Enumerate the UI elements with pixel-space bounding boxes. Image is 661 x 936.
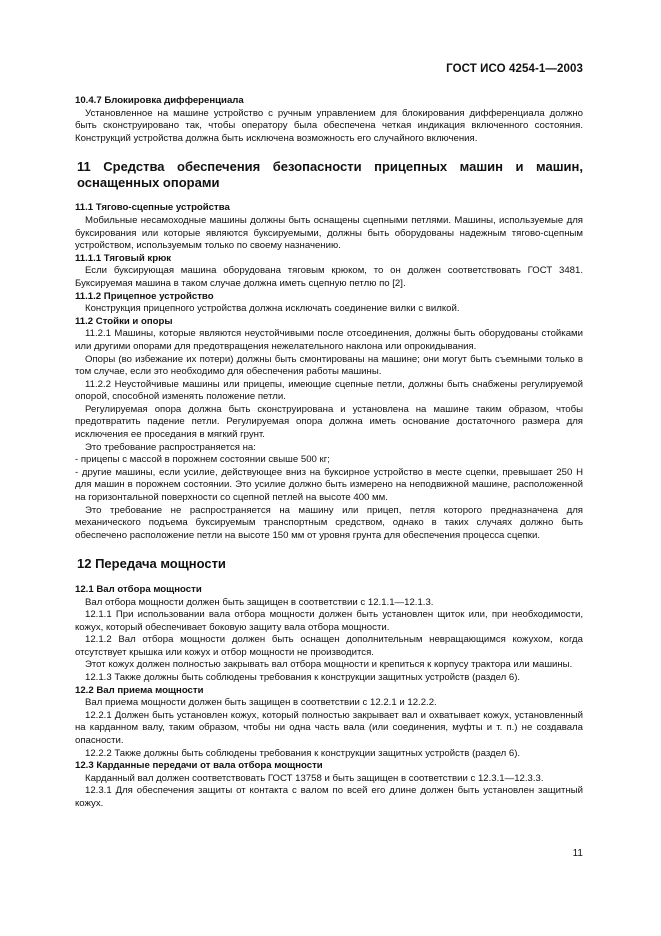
section-11-1-text: Мобильные несамоходные машины должны быть оснащены сцепными петлями. Машины, используемые для буксирования или которые являются буксируемыми, должны быть оборудованы надежным тягово-сцепным устройством, используемым только по своему назначению. bbox=[75, 214, 583, 252]
section-12-1-2-text: 12.1.2 Вал отбора мощности должен быть оснащен дополнительным невращающимся кожухом, когда отсутствует крышка или кожух и отбор мощности не производится. bbox=[75, 634, 583, 658]
section-11-1-title: 11.1 Тягово-сцепные устройства bbox=[75, 202, 230, 214]
page-number: 11 bbox=[572, 848, 583, 859]
document-body bbox=[75, 95, 583, 811]
section-11-1-1-text: Если буксирующая машина оборудована тяговым крюком, то он должен соответствовать ГОСТ 3481. Буксируемая машина в таком случае должна иметь сцепную петлю по [2]. bbox=[75, 265, 583, 289]
section-12-2-title: 12.2 Вал приема мощности bbox=[75, 684, 204, 696]
section-10-4-7-text: Установленное на машине устройство с ручным управлением для блокирования дифференциала должно быть сконструировано так, чтобы оператору была обеспечена четкая индикация включенного состояния. Конструкций устройства должна быть исключена возможность его случайного включения. bbox=[75, 107, 583, 144]
section-11-2-2-exception-text: Это требование не распространяется на машину или прицеп, петля которого предназначена для механического подъема буксируемым транспортным средством, однако в таких случаях должно быть обеспечено расположение петли на высоте 150 мм от уровня грунта для обеспечения процесса сцепки. bbox=[75, 504, 583, 541]
section-11-2-1-supports-text: Опоры (во избежание их потери) должны быть смонтированы на машине; они могут быть съемными только в том случае, если это необходимо для обеспечения работы машины. bbox=[75, 353, 583, 378]
list-item: - другие машины, если усилие, действующее вниз на буксирное устройство в месте сцепки, превышает 250 Н для машин в порожнем состоянии. Это усилие должно быть измерено на неподвижной машине, расположенной на горизонтальной поверхности со сцепной петлей на высоте 400 мм. bbox=[75, 466, 583, 504]
section-11-1-1-title: 11.1.1 Тяговый крюк bbox=[75, 252, 172, 264]
section-12-1-title: 12.1 Вал отбора мощности bbox=[75, 583, 202, 595]
section-10-4-7-title: 10.4.7 Блокировка дифференциала bbox=[75, 95, 244, 106]
section-11-2-2-text: 11.2.2 Неустойчивые машины или прицепы, имеющие сцепные петли, должны быть снабжены регулируемой опорой, способной изменять положение петли. bbox=[75, 378, 583, 403]
section-12-1-3-text: 12.1.3 Также должны быть соблюдены требования к конструкции защитных устройств (раздел 6). bbox=[85, 672, 521, 684]
section-11-1-2-text: Конструкция прицепного устройства должна исключать соединение вилки с вилкой. bbox=[85, 303, 460, 315]
section-12-3-1-text: 12.3.1 Для обеспечения защиты от контакта с валом по всей его длине должен быть установлен защитный кожух. bbox=[75, 785, 583, 809]
section-12-title: 12 Передача мощности bbox=[77, 556, 226, 572]
section-11-2-title: 11.2 Стойки и опоры bbox=[75, 315, 173, 327]
section-12-3-title: 12.3 Карданные передачи от вала отбора мощности bbox=[75, 760, 323, 772]
section-11-2-1-text: 11.2.1 Машины, которые являются неустойчивыми после отсоединения, должны быть оборудованы стойками или другими опорами для предотвращения нежелательного наклона или опрокидывания. bbox=[75, 328, 583, 352]
section-12-1-2-cover-text: Этот кожух должен полностью закрывать вал отбора мощности и крепиться к корпусу трактора или машины. bbox=[85, 659, 573, 671]
section-11-2-2-applies-text: Это требование распространяется на: bbox=[85, 441, 256, 453]
section-12-2-text: Вал приема мощности должен быть защищен в соответствии с 12.2.1 и 12.2.2. bbox=[85, 697, 437, 709]
section-11-title: 11 Средства обеспечения безопасности прицепных машин и машин, оснащенных опорами bbox=[77, 159, 583, 190]
section-11-1-2-title: 11.1.2 Прицепное устройство bbox=[75, 290, 214, 302]
section-12-1-1-text: 12.1.1 При использовании вала отбора мощности должен быть установлен щиток или, при необходимости, кожух, который обеспечивает боковую защиту вала отбора мощности. bbox=[75, 609, 583, 633]
document-code-header: ГОСТ ИСО 4254-1—2003 bbox=[446, 63, 583, 75]
section-11-2-2-adjustable-support-text: Регулируемая опора должна быть сконструирована и установлена на машине таким образом, чтобы предотвратить падение петли. Регулируемая опора должна иметь основание достаточного размера для исключения ее проседания в мягкий грунт. bbox=[75, 403, 583, 441]
section-12-1-text: Вал отбора мощности должен быть защищен в соответствии с 12.1.1—12.1.3. bbox=[85, 596, 434, 608]
section-12-2-2-text: 12.2.2 Также должны быть соблюдены требования к конструкции защитных устройств (раздел 6). bbox=[85, 747, 521, 759]
section-12-2-1-text: 12.2.1 Должен быть установлен кожух, который полностью закрывает вал и охватывает кожух, установленный на карданном валу, таким образом, чтобы ни одна часть вала (или соединения, муфты и т. п.) не создавала опасности. bbox=[75, 709, 583, 747]
section-12-3-text: Карданный вал должен соответствовать ГОСТ 13758 и быть защищен в соответствии с 12.3.1—12.3.3. bbox=[85, 772, 544, 784]
list-item: - прицепы с массой в порожнем состоянии свыше 500 кг; bbox=[75, 454, 330, 466]
